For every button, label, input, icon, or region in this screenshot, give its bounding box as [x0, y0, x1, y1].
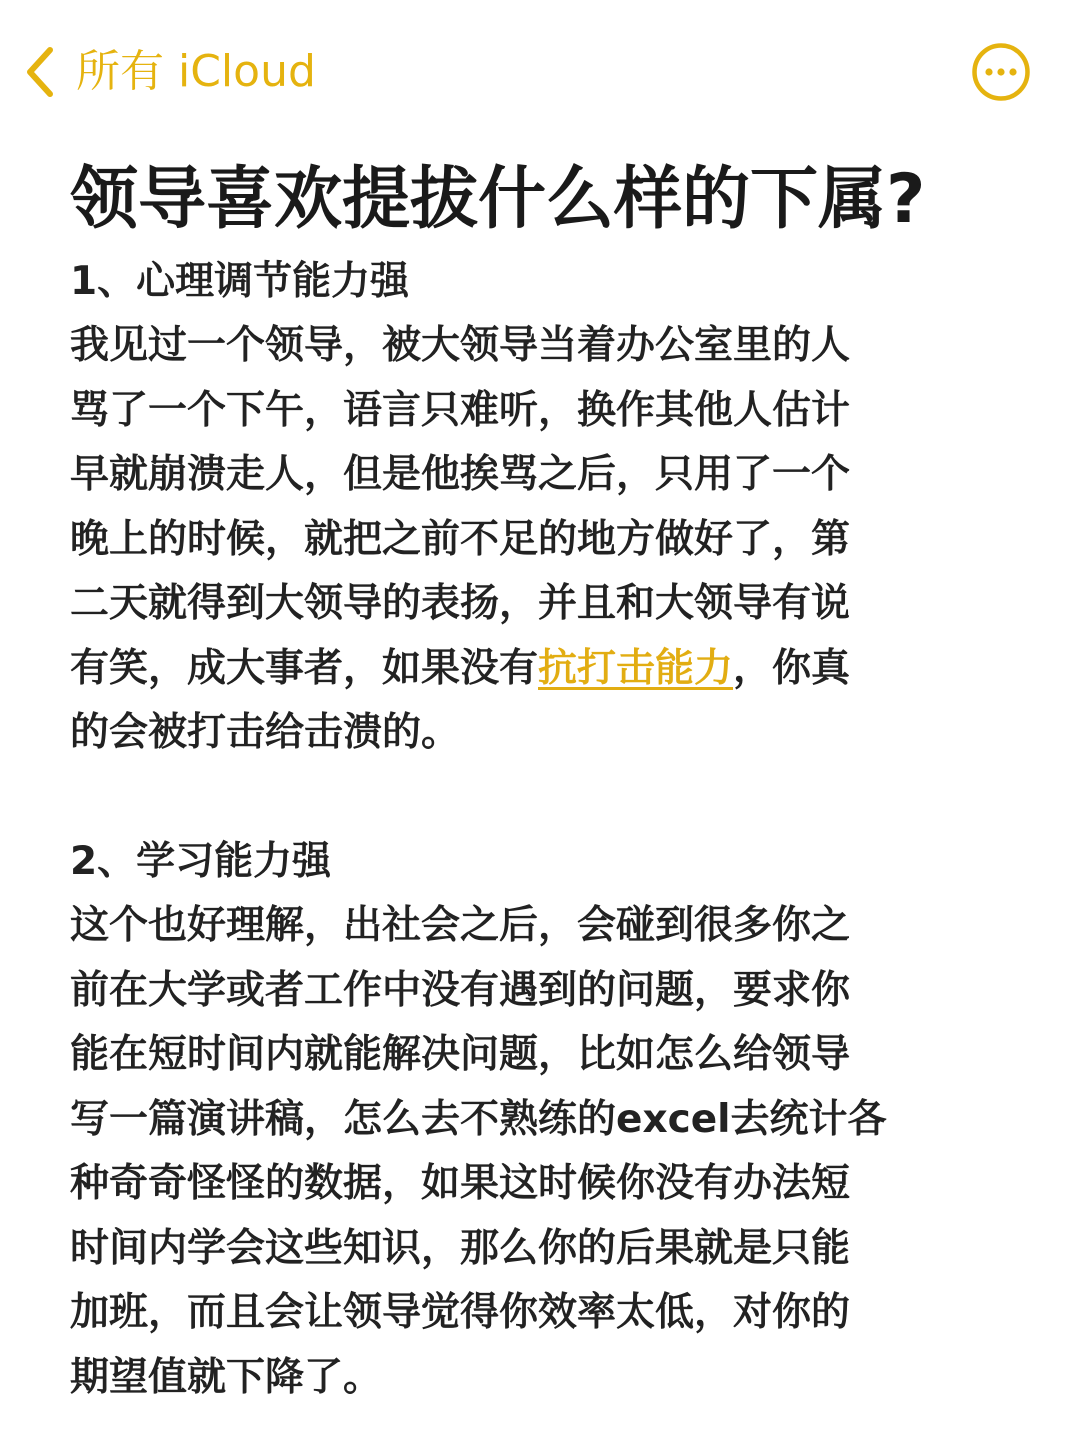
chevron-left-icon [22, 44, 56, 100]
note-title: 领导喜欢提拔什么样的下属? [70, 160, 926, 239]
paragraph-line: 写一篇演讲稿，怎么去不熟练的excel去统计各 [70, 1096, 887, 1142]
paragraph-line: 时间内学会这些知识，那么你的后果就是只能 [70, 1225, 851, 1271]
note-body[interactable] [70, 150, 1030, 1410]
paragraph-line: 期望值就下降了。 [70, 1354, 383, 1400]
paragraph-line: 种奇奇怪怪的数据，如果这时候你没有办法短 [70, 1161, 851, 1206]
paragraph-line: 的会被打击给击溃的。 [70, 710, 461, 755]
nav-bar [0, 0, 1080, 140]
ellipsis-circle-icon [971, 42, 1031, 102]
section-heading: 2、学习能力强 [70, 839, 332, 884]
paragraph-line: 早就崩溃走人，但是他挨骂之后，只用了一个 [70, 452, 851, 497]
back-button[interactable] [22, 40, 316, 104]
section-heading: 1、心理调节能力强 [70, 259, 410, 304]
back-label: 所有 iCloud [76, 46, 316, 97]
resilience-link[interactable]: 抗打击能力 [538, 645, 734, 691]
section-1 [70, 250, 1030, 766]
section-2 [70, 830, 1030, 1410]
paragraph-line-with-link [70, 637, 1030, 702]
paragraph-line: 二天就得到大领导的表扬，并且和大领导有说 [70, 581, 851, 626]
paragraph-line: 能在短时间内就能解决问题，比如怎么给领导 [70, 1032, 851, 1077]
paragraph-line: 这个也好理解，出社会之后，会碰到很多你之 [70, 903, 851, 948]
more-button[interactable] [971, 42, 1031, 102]
blank-line [70, 766, 1030, 831]
paragraph-line: 加班，而且会让领导觉得你效率太低，对你的 [70, 1290, 851, 1335]
text-after-link: ，你真 [733, 645, 851, 691]
paragraph-line: 我见过一个领导，被大领导当着办公室里的人 [70, 323, 851, 368]
text-before-link: 有笑，成大事者，如果没有 [70, 645, 539, 691]
paragraph-line: 前在大学或者工作中没有遇到的问题，要求你 [70, 967, 851, 1013]
paragraph-line: 骂了一个下午，语言只难听，换作其他人估计 [70, 387, 851, 433]
paragraph-line: 晚上的时候，就把之前不足的地方做好了，第 [70, 516, 851, 562]
